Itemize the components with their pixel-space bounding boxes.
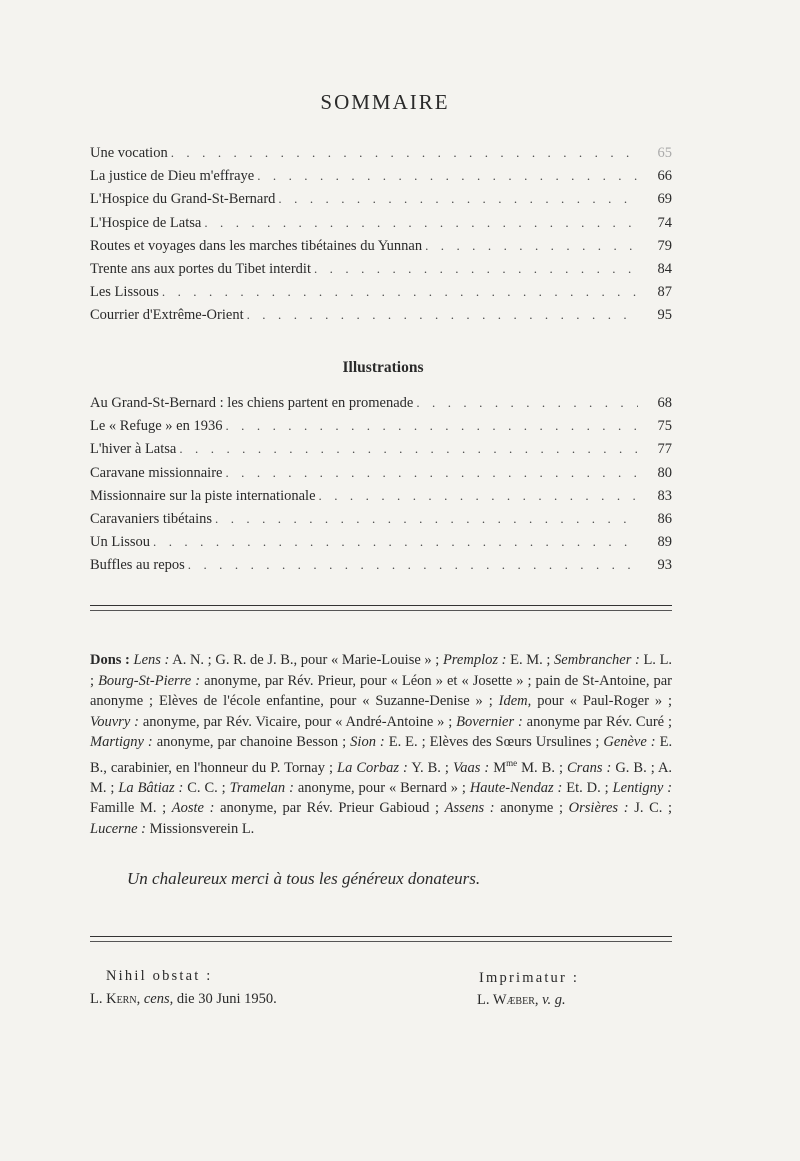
- dot-leader: [319, 488, 638, 504]
- toc-entry-label: La justice de Dieu m'effraye: [90, 168, 255, 185]
- vicar-role: v. g.: [542, 992, 566, 1008]
- donor-place: Idem,: [498, 693, 532, 709]
- illustration-entry: [90, 418, 672, 441]
- toc-entry-label: Courrier d'Extrême-Orient: [90, 307, 244, 324]
- dot-leader: [257, 168, 638, 184]
- dot-leader: [247, 307, 638, 323]
- illustration-entry-label: L'hiver à Latsa: [90, 441, 177, 458]
- donor-place: Aoste :: [171, 800, 215, 817]
- page-title: SOMMAIRE: [320, 90, 450, 114]
- toc-entry-page: 87: [657, 284, 672, 301]
- donor-place: Orsières :: [568, 800, 629, 817]
- dot-leader: [179, 441, 638, 457]
- toc-entry: [90, 238, 672, 261]
- donor-place: La Corbaz :: [337, 759, 408, 776]
- illustration-entry-label: Un Lissou: [90, 534, 151, 551]
- donor-entry: J. C. ;: [634, 800, 673, 817]
- donor-entry: A. N. ; G. R. de J. B., pour « Marie-Louise » ;: [172, 652, 440, 668]
- illustration-entry: [90, 488, 672, 511]
- donor-entry: pour « Paul-Roger » ;: [537, 693, 673, 709]
- donor-entry: anonyme, pour « Bernard » ;: [297, 779, 466, 796]
- donor-entry: Et. D. ;: [566, 779, 609, 796]
- donor-place: Crans :: [567, 759, 612, 776]
- donor-entry: E. E. ; Elèves des Sœurs Ursulines ;: [388, 734, 600, 750]
- divider-top-second: [90, 610, 672, 611]
- donor-entry: anonyme par Rév. Curé ;: [526, 713, 673, 730]
- toc-entry-label: Routes et voyages dans les marches tibétaines du Yunnan: [90, 237, 423, 254]
- donor-entry: anonyme, par chanoine Besson ;: [156, 734, 347, 750]
- divider-bottom-second: [90, 941, 672, 942]
- donor-place: Sembrancher :: [554, 652, 640, 668]
- toc-entry-page: 84: [657, 260, 672, 277]
- vicar-name: L. Wæber,: [477, 992, 539, 1008]
- toc-entry: [90, 191, 672, 214]
- toc-entry: [90, 261, 672, 284]
- illustration-entry: [90, 511, 672, 534]
- donor-place: Tramelan :: [229, 779, 294, 796]
- illustration-entry-label: Missionnaire sur la piste internationale: [90, 487, 316, 504]
- toc-entry: [90, 307, 672, 330]
- toc-entry-page: 74: [657, 214, 672, 231]
- donor-place: Genève :: [603, 734, 656, 750]
- illustration-entry-page: 68: [657, 395, 672, 411]
- toc-entry-label: L'Hospice de Latsa: [90, 214, 202, 231]
- illustration-entry-page: 89: [657, 534, 672, 551]
- illustration-entry-label: Caravane missionnaire: [90, 464, 223, 481]
- dot-leader: [188, 557, 638, 573]
- illustration-entry-page: 75: [657, 418, 672, 435]
- illustration-entry-label: Caravaniers tibétains: [90, 510, 212, 527]
- dot-leader: [215, 511, 638, 527]
- dot-leader: [225, 418, 638, 434]
- donor-place: Lucerne :: [90, 820, 146, 837]
- illustrations-heading: Illustrations: [342, 359, 424, 376]
- approval-date: die 30 Juni 1950.: [176, 991, 277, 1007]
- table-of-contents: [90, 145, 672, 331]
- dot-leader: [416, 395, 638, 411]
- toc-entry-page: 79: [657, 237, 672, 254]
- imprimatur-signature: [477, 992, 566, 1009]
- toc-entry-page: 65: [657, 145, 672, 161]
- donor-entry: G. B. ; A. M. ;: [90, 759, 673, 796]
- toc-entry-page: 66: [657, 168, 672, 185]
- donor-place: Bovernier :: [456, 713, 523, 730]
- toc-entry: [90, 215, 672, 238]
- toc-entry-label: Les Lissous: [90, 284, 159, 301]
- toc-entry-page: 69: [657, 191, 672, 208]
- donor-entry: Y. B. ;: [411, 759, 449, 776]
- dot-leader: [162, 284, 638, 300]
- donor-place: Haute-Nendaz :: [469, 779, 563, 796]
- dot-leader: [314, 261, 638, 277]
- donor-entry: Famille M. ;: [90, 800, 167, 817]
- illustration-entry-page: 80: [657, 464, 672, 481]
- donations-lead: Dons :: [90, 652, 130, 668]
- donor-entry: anonyme, par Rév. Prieur, pour « Léon » et « Josette » ; pain de St-Antoine, par anonyme ; Elèves de l'école enfantine, pour « Suzanne-Denise » ;: [90, 672, 673, 709]
- donor-place: Lentigny :: [612, 779, 673, 796]
- toc-entry: [90, 168, 672, 191]
- illustration-entry: [90, 465, 672, 488]
- divider-bottom: [90, 936, 672, 937]
- dot-leader: [425, 238, 638, 254]
- toc-entry-label: Une vocation: [90, 145, 168, 161]
- illustration-entry-label: Le « Refuge » en 1936: [90, 418, 223, 435]
- thanks-line: Un chaleureux merci à tous les généreux donateurs.: [127, 869, 481, 888]
- donations-paragraph: [90, 650, 672, 839]
- toc-entry-label: Trente ans aux portes du Tibet interdit: [90, 260, 311, 277]
- donor-entry: E. B., carabinier, en l'honneur du P. Tornay ;: [90, 734, 673, 776]
- donor-entry: M: [493, 759, 507, 776]
- nihil-obstat-label: Nihil obstat :: [106, 968, 213, 984]
- donor-entry: L. L. ;: [90, 652, 673, 689]
- illustration-entry: [90, 395, 672, 418]
- dot-leader: [225, 465, 638, 481]
- illustration-entry: [90, 534, 672, 557]
- illustration-entry: [90, 441, 672, 464]
- donor-place: La Bâtiaz :: [118, 779, 184, 796]
- illustration-entry-page: 93: [657, 557, 672, 574]
- donor-place: Vaas :: [452, 759, 490, 776]
- divider-top: [90, 605, 672, 606]
- donor-entry: anonyme ;: [500, 800, 564, 817]
- toc-entry-page: 95: [657, 307, 672, 324]
- donor-place: Assens :: [444, 800, 495, 817]
- donor-place: Martigny :: [90, 734, 153, 750]
- dot-leader: [204, 215, 638, 231]
- censor-name: L. Kern,: [90, 991, 141, 1007]
- donor-place: Sion :: [350, 734, 385, 750]
- illustrations-list: [90, 395, 672, 581]
- dot-leader: [171, 145, 638, 161]
- donor-entry: M. B. ;: [521, 759, 563, 776]
- illustration-entry: [90, 557, 672, 580]
- illustration-entry-page: 77: [657, 441, 672, 458]
- nihil-obstat-signature: [90, 991, 277, 1008]
- donor-entry: E. M. ;: [510, 652, 551, 668]
- donor-place: Premploz :: [442, 652, 507, 668]
- donor-entry: anonyme, par Rév. Prieur Gabioud ;: [220, 800, 439, 817]
- illustration-entry-label: Buffles au repos: [90, 557, 185, 574]
- donor-place: Vouvry :: [90, 713, 139, 730]
- toc-entry: [90, 145, 672, 168]
- dot-leader: [278, 191, 638, 207]
- illustration-entry-label: Au Grand-St-Bernard : les chiens partent en promenade: [90, 395, 414, 411]
- donor-entry: C. C. ;: [187, 779, 226, 796]
- censor-role: cens,: [143, 991, 174, 1007]
- illustration-entry-page: 83: [657, 487, 672, 504]
- illustration-entry-page: 86: [657, 510, 672, 527]
- imprimatur-label: Imprimatur :: [479, 970, 580, 986]
- donor-entry: Missionsverein L.: [149, 820, 255, 837]
- dot-leader: [153, 534, 638, 550]
- toc-entry: [90, 284, 672, 307]
- donor-entry: anonyme, par Rév. Vicaire, pour « André-Antoine » ;: [142, 713, 453, 730]
- toc-entry-label: L'Hospice du Grand-St-Bernard: [90, 191, 276, 208]
- donor-place: Bourg-St-Pierre :: [98, 672, 201, 689]
- donor-entry-sup: me: [506, 757, 518, 768]
- donor-place: Lens :: [133, 652, 170, 668]
